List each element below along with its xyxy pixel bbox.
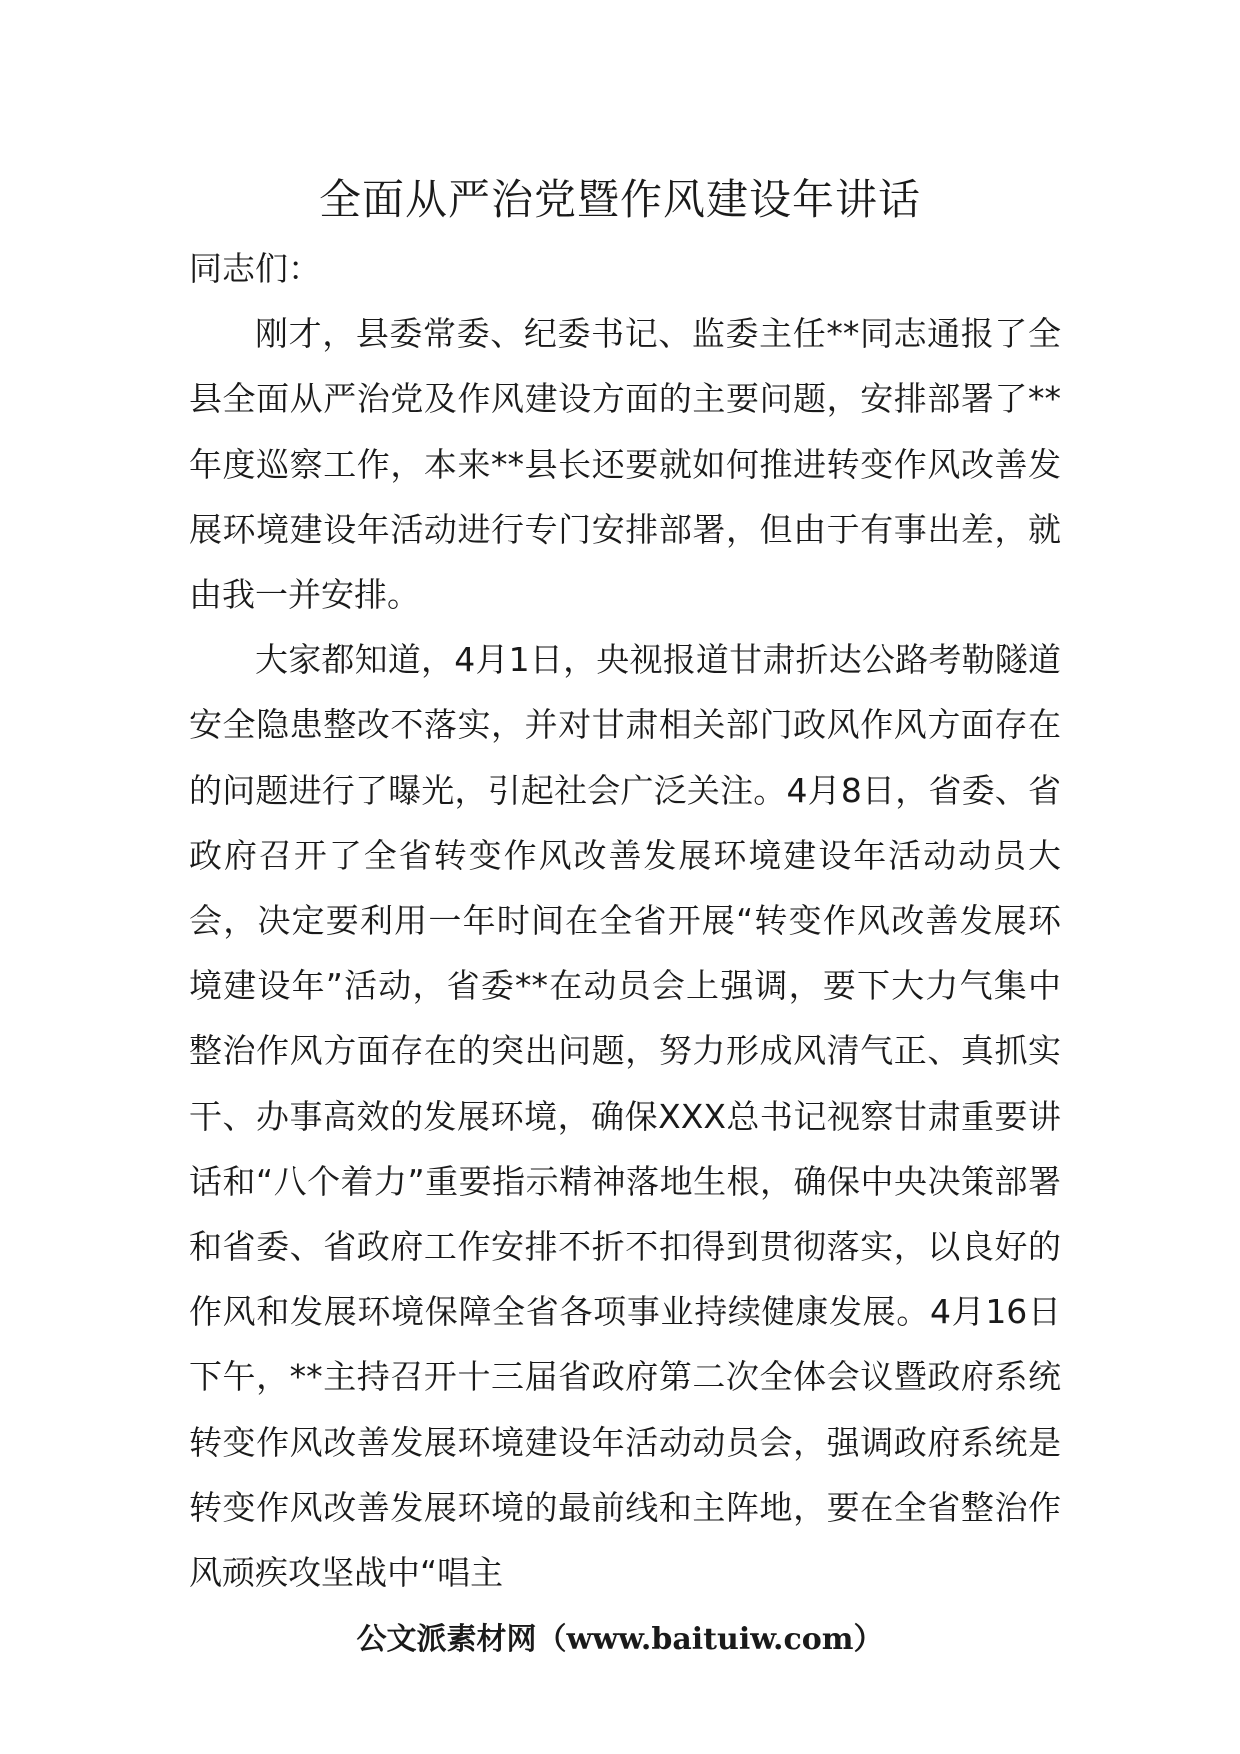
document-body: [189, 236, 1061, 1605]
footer-watermark: 公文派素材网（www.baituiw.com）: [356, 1622, 884, 1657]
document-title: 全面从严治党暨作风建设年讲话: [318, 175, 921, 224]
salutation: 同志们：: [189, 249, 321, 288]
paragraph-1: 刚才，县委常委、纪委书记、监委主任**同志通报了全县全面从严治党及作风建设方面的主要问题，安排部署了**年度巡察工作，本来**县长还要就如何推进转变作风改善发展环境建设年活动进行专门安排部署，但由于有事出差，就由我一并安排。: [189, 314, 1061, 615]
paragraph-2: 大家都知道，4月1日，央视报道甘肃折达公路考勒隧道安全隐患整改不落实，并对甘肃相关部门政风作风方面存在的问题进行了曝光，引起社会广泛关注。4月8日，省委、省政府召开了全省转变作风改善发展环境建设年活动动员大会，决定要利用一年时间在全省开展“转变作风改善发展环境建设年”活动，省委**在动员会上强调，要下大力气集中整治作风方面存在的突出问题，努力形成风清气正、真抓实干、办事高效的发展环境，确保XXX总书记视察甘肃重要讲话和“八个着力”重要指示精神落地生根，确保中央决策部署和省委、省政府工作安排不折不扣得到贯彻落实，以良好的作风和发展环境保障全省各项事业持续健康发展。4月16日下午，**主持召开十三届省政府第二次全体会议暨政府系统转变作风改善发展环境建设年活动动员会，强调政府系统是转变作风改善发展环境的最前线和主阵地，要在全省整治作风顽疾攻坚战中“唱主: [189, 640, 1061, 1593]
